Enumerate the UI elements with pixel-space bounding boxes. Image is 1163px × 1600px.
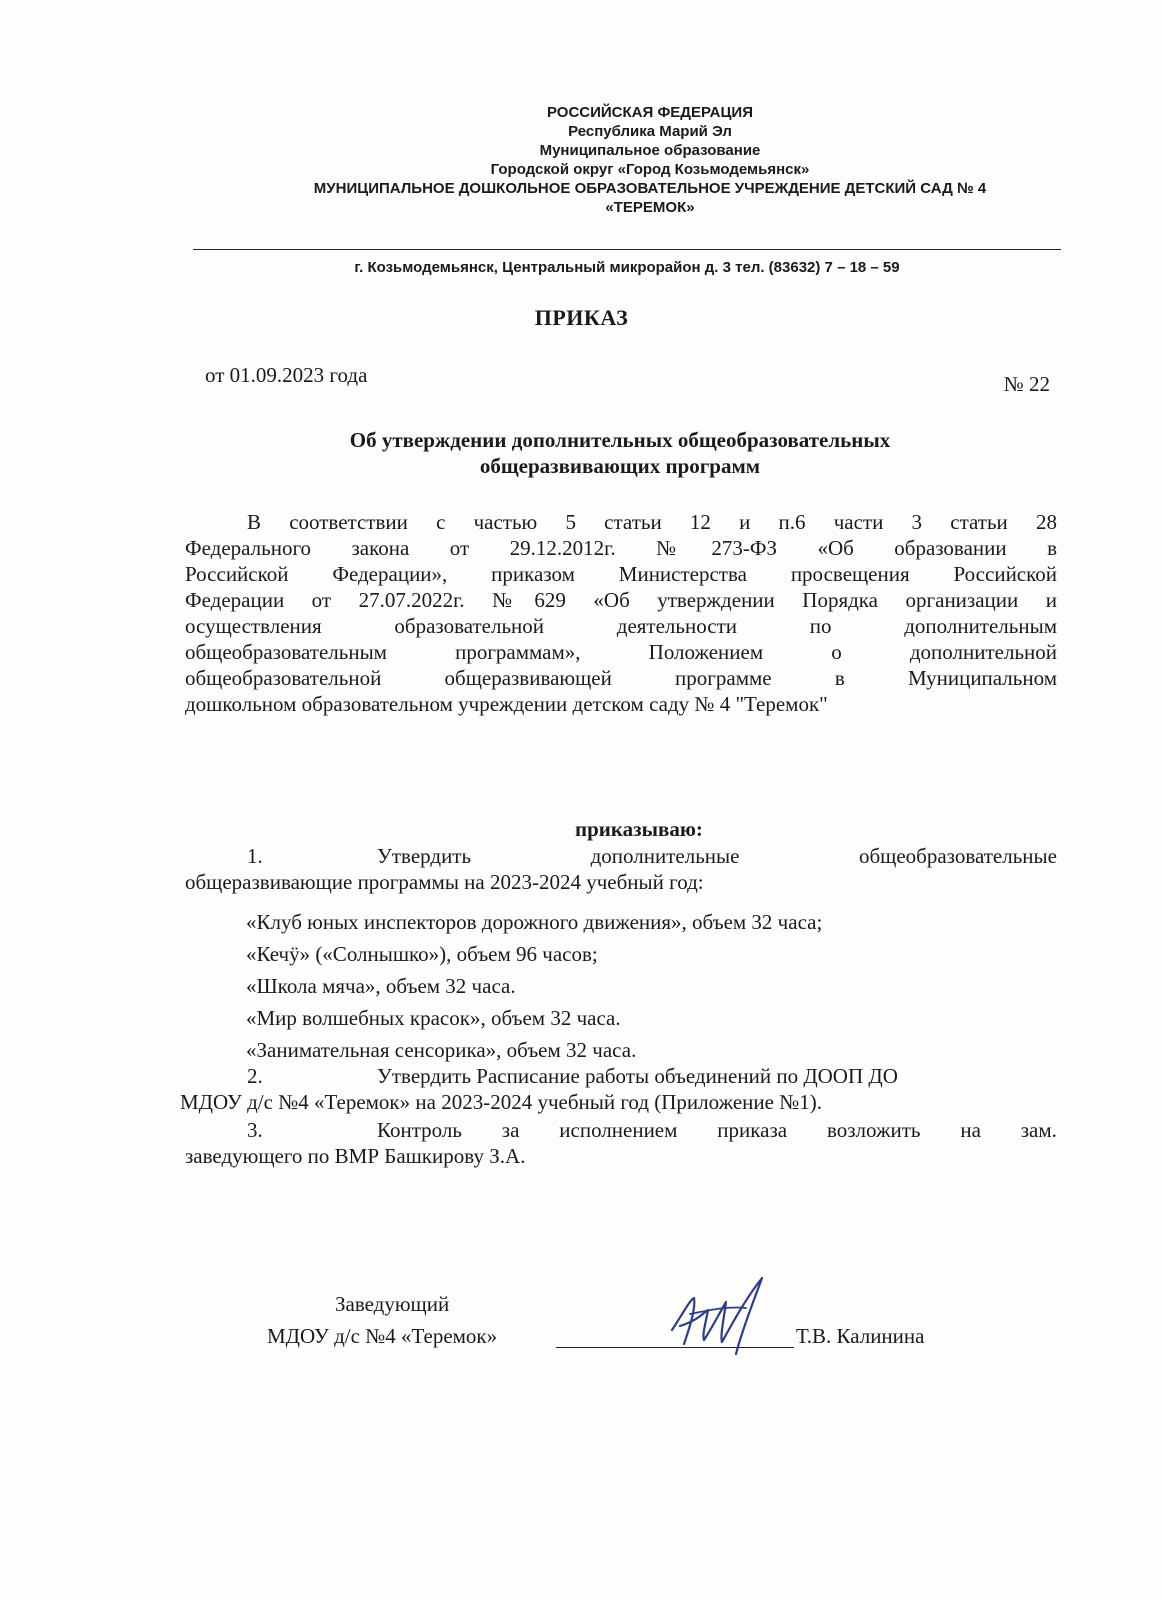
- item-number: 1.: [247, 844, 263, 868]
- subject-line: Об утверждении дополнительных общеобразовательных: [349, 428, 891, 452]
- order-item-2: [180, 1063, 1052, 1115]
- item-number: 2.: [247, 1064, 263, 1088]
- item-word: Утвердить: [377, 844, 472, 868]
- item-word: общеобразовательные: [858, 844, 1057, 868]
- document-number: № 22: [1003, 372, 1050, 396]
- item-word: дополнительные: [590, 844, 740, 868]
- subject-line: общеразвивающих программ: [479, 454, 761, 478]
- order-item-1: [185, 843, 1057, 895]
- preamble-line: общеобразовательной общеразвивающей программе в Муниципальном: [185, 666, 1057, 690]
- item-line: [317, 843, 1057, 869]
- signatory-name: Т.В. Калинина: [796, 1324, 925, 1348]
- item-line: общеразвивающие программы на 2023-2024 учебный год:: [185, 870, 704, 894]
- city-district-name: Городской округ «Город Козьмодемьянск»: [490, 161, 810, 178]
- order-item-3: [185, 1117, 1057, 1169]
- republic-name: Республика Марий Эл: [568, 123, 732, 140]
- signatory-organization: МДОУ д/с №4 «Теремок»: [267, 1324, 498, 1348]
- item-word: за: [501, 1118, 520, 1142]
- preamble-paragraph: [185, 509, 1057, 717]
- item-word: приказа: [717, 1118, 788, 1142]
- header-divider: [193, 249, 1061, 250]
- document-subject: [185, 427, 1055, 479]
- item-word: на: [960, 1118, 981, 1142]
- item-number: 3.: [247, 1118, 263, 1142]
- item-word: возложить: [826, 1118, 921, 1142]
- program-item: «Школа мяча», объем 32 часа.: [246, 974, 516, 998]
- document-date: от 01.09.2023 года: [205, 363, 368, 387]
- program-item: «Кечӱ» («Солнышко»), объем 96 часов;: [246, 942, 598, 966]
- address-line: г. Козьмодемьянск, Центральный микрорайон д. 3 тел. (83632) 7 – 18 – 59: [354, 259, 900, 276]
- letterhead: [150, 103, 1150, 217]
- municipality-name: Муниципальное образование: [539, 142, 761, 159]
- preamble-line: дошкольном образовательном учреждении детском саду № 4 "Теремок": [185, 692, 828, 716]
- signatory-position: Заведующий: [335, 1292, 450, 1316]
- item-word: зам.: [1020, 1118, 1057, 1142]
- document-title: ПРИКАЗ: [534, 305, 629, 330]
- order-word: приказываю:: [575, 817, 703, 841]
- preamble-line: Российской Федерации», приказом Министерства просвещения Российской: [185, 562, 1057, 586]
- item-line: [317, 1117, 1057, 1143]
- item-word: исполнением: [559, 1118, 678, 1142]
- item-word: Контроль: [377, 1118, 462, 1142]
- preamble-line: В соответствии с частью 5 статьи 12 и п.6 части 3 статьи 28: [247, 510, 1057, 534]
- institution-name-short: «ТЕРЕМОК»: [605, 199, 695, 216]
- item-line: заведующего по ВМР Башкирову З.А.: [185, 1144, 526, 1168]
- preamble-line: Федерального закона от 29.12.2012г. №273-ФЗ «Об образовании в: [185, 536, 1057, 560]
- item-line: МДОУ д/с №4 «Теремок» на 2023-2024 учебный год (Приложение №1).: [180, 1090, 822, 1114]
- country-name: РОССИЙСКАЯ ФЕДЕРАЦИЯ: [546, 104, 753, 121]
- preamble-line: общеобразовательным программам», Положением о дополнительной: [185, 640, 1057, 664]
- program-item: «Мир волшебных красок», объем 32 часа.: [246, 1006, 621, 1030]
- preamble-line: осуществления образовательной деятельности по дополнительным: [185, 614, 1057, 638]
- institution-name: МУНИЦИПАЛЬНОЕ ДОШКОЛЬНОЕ ОБРАЗОВАТЕЛЬНОЕ УЧРЕЖДЕНИЕ ДЕТСКИЙ САД № 4: [313, 180, 987, 197]
- program-item: «Клуб юных инспекторов дорожного движения», объем 32 часа;: [246, 910, 823, 934]
- item-line: Утвердить Расписание работы объединений по ДООП ДО: [377, 1064, 898, 1088]
- program-item: «Занимательная сенсорика», объем 32 часа.: [246, 1038, 637, 1062]
- preamble-line: Федерации от 27.07.2022г. №629 «Об утверждении Порядка организации и: [185, 588, 1057, 612]
- handwritten-signature-icon: [650, 1270, 790, 1370]
